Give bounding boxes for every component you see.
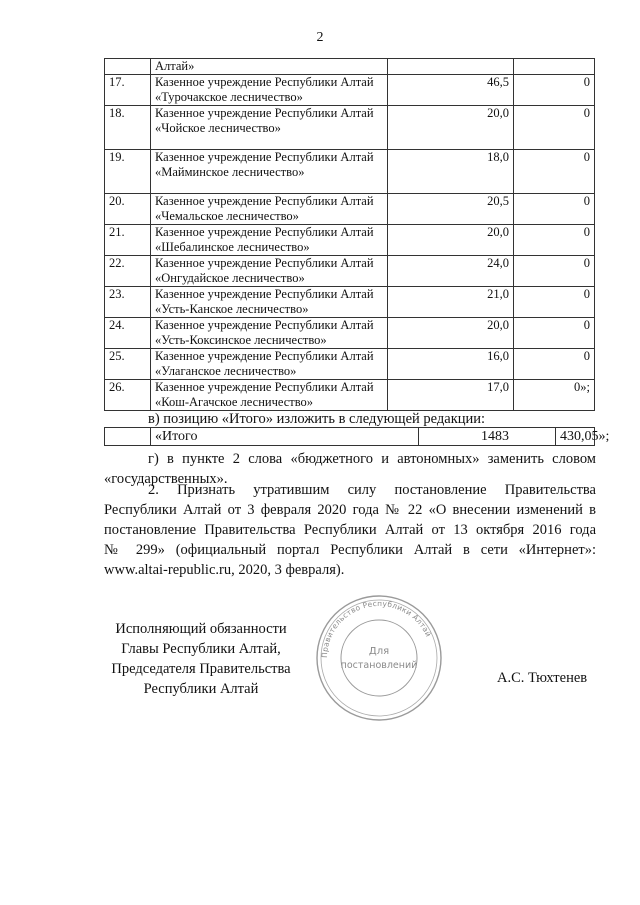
official-stamp bbox=[314, 593, 444, 723]
table-row bbox=[105, 225, 595, 256]
signer-title-line: Республики Алтай bbox=[143, 681, 259, 697]
row-name bbox=[151, 106, 388, 150]
item-2-line: Республики Алтай от 3 февраля 2020 года № 22 «О внесении изменений в bbox=[104, 502, 596, 518]
total-row bbox=[105, 428, 595, 446]
row-value-1: 16,0 bbox=[388, 349, 514, 380]
item-2-line: 2. Признать утратившим силу постановление Правительства bbox=[148, 482, 596, 498]
row-name bbox=[151, 256, 388, 287]
row-value-2: 0 bbox=[514, 75, 595, 106]
row-name bbox=[151, 75, 388, 106]
table-row bbox=[105, 380, 595, 411]
row-value-1: 24,0 bbox=[388, 256, 514, 287]
row-value-2: 0 bbox=[514, 150, 595, 194]
row-name bbox=[151, 225, 388, 256]
row-number: 23. bbox=[105, 287, 151, 318]
row-name bbox=[151, 150, 388, 194]
table-row bbox=[105, 106, 595, 150]
row-number: 24. bbox=[105, 318, 151, 349]
row-name-line-2: «Усть-Канское лесничество» bbox=[155, 302, 309, 316]
row-name-line-2: «Усть-Коксинское лесничество» bbox=[155, 333, 327, 347]
signer-title-line: Исполняющий обязанности bbox=[115, 621, 287, 637]
row-number: 20. bbox=[105, 194, 151, 225]
row-value-2: 0 bbox=[514, 256, 595, 287]
row-name-line-1: Казенное учреждение Республики Алтай bbox=[155, 256, 374, 270]
row-name-line-2: «Шебалинское лесничество» bbox=[155, 240, 310, 254]
row-value-1: 18,0 bbox=[388, 150, 514, 194]
stamp-inner-text-1: Для bbox=[368, 646, 390, 657]
row-name-line-2: «Майминское лесничество» bbox=[155, 165, 305, 179]
total-table bbox=[104, 427, 610, 446]
table-row bbox=[105, 287, 595, 318]
row-value-1 bbox=[388, 59, 514, 75]
row-number: 21. bbox=[105, 225, 151, 256]
row-value-2: 0 bbox=[514, 318, 595, 349]
row-value-2: 0 bbox=[514, 225, 595, 256]
total-number bbox=[105, 428, 151, 446]
row-name bbox=[151, 380, 388, 411]
row-name-line-1: Казенное учреждение Республики Алтай bbox=[155, 225, 374, 239]
stamp-inner-text-2: постановлений bbox=[340, 660, 418, 671]
row-name-line-1: Казенное учреждение Республики Алтай bbox=[155, 287, 374, 301]
signer-name: А.С. Тюхтенев bbox=[497, 670, 588, 686]
table-row bbox=[105, 150, 595, 194]
table-row bbox=[105, 194, 595, 225]
row-name bbox=[151, 287, 388, 318]
row-name-line-2: «Турочакское лесничество» bbox=[155, 90, 303, 104]
row-number bbox=[105, 59, 151, 75]
row-value-1: 20,0 bbox=[388, 225, 514, 256]
row-value-2 bbox=[514, 59, 595, 75]
item-2-paragraph bbox=[104, 480, 596, 580]
row-value-2: 0 bbox=[514, 106, 595, 150]
row-name-line-2: «Чойское лесничество» bbox=[155, 121, 281, 135]
allocation-table bbox=[104, 58, 595, 411]
signer-title-line: Председателя Правительства bbox=[111, 661, 291, 677]
row-number: 17. bbox=[105, 75, 151, 106]
signer-title bbox=[104, 619, 298, 699]
row-value-1: 17,0 bbox=[388, 380, 514, 411]
row-name-line-1: Казенное учреждение Республики Алтай bbox=[155, 349, 374, 363]
page-number: 2 bbox=[316, 30, 324, 45]
row-name bbox=[151, 194, 388, 225]
row-name-line-1: Казенное учреждение Республики Алтай bbox=[155, 150, 374, 164]
row-name-line-1: Казенное учреждение Республики Алтай bbox=[155, 106, 374, 120]
row-name bbox=[151, 349, 388, 380]
row-number: 18. bbox=[105, 106, 151, 150]
total-label: «Итого bbox=[151, 428, 419, 446]
row-value-2: 0 bbox=[514, 287, 595, 318]
row-value-1: 20,0 bbox=[388, 318, 514, 349]
row-name bbox=[151, 59, 388, 75]
row-name-line-2: «Онгудайское лесничество» bbox=[155, 271, 305, 285]
row-value-1: 46,5 bbox=[388, 75, 514, 106]
table-row bbox=[105, 256, 595, 287]
row-number: 19. bbox=[105, 150, 151, 194]
row-name-line-1: Казенное учреждение Республики Алтай bbox=[155, 75, 374, 89]
item-v-text: в) позицию «Итого» изложить в следующей редакции: bbox=[148, 411, 486, 427]
stamp-outer-text: Правительство Республики Алтай bbox=[319, 598, 434, 659]
row-value-1: 20,5 bbox=[388, 194, 514, 225]
row-number: 22. bbox=[105, 256, 151, 287]
item-2-line: www.altai-republic.ru, 2020, 3 февраля). bbox=[104, 562, 345, 578]
row-name-line-2: «Чемальское лесничество» bbox=[155, 209, 299, 223]
item-2-line: № 299» (официальный портал Республики Алтай в сети «Интернет»: bbox=[104, 542, 596, 558]
item-g-line: г) в пункте 2 слова «бюджетного и автономных» заменить словом bbox=[148, 451, 596, 467]
table-row bbox=[105, 318, 595, 349]
row-number: 26. bbox=[105, 380, 151, 411]
table-row-continuation bbox=[105, 59, 595, 75]
table-row bbox=[105, 349, 595, 380]
row-name bbox=[151, 318, 388, 349]
table-row bbox=[105, 75, 595, 106]
row-value-1: 21,0 bbox=[388, 287, 514, 318]
row-name-line-1: Казенное учреждение Республики Алтай bbox=[155, 194, 374, 208]
total-value-2: 430,05»; bbox=[556, 428, 595, 446]
item-g-line: «государственных». bbox=[104, 471, 228, 487]
row-name-line-1: Казенное учреждение Республики Алтай bbox=[155, 318, 374, 332]
row-value-2: 0 bbox=[514, 194, 595, 225]
row-name-line-2: «Улаганское лесничество» bbox=[155, 364, 297, 378]
row-name-line-1: Казенное учреждение Республики Алтай bbox=[155, 380, 374, 394]
row-name-line-2: Алтай» bbox=[155, 59, 195, 73]
row-value-2: 0»; bbox=[514, 380, 595, 411]
signer-title-line: Главы Республики Алтай, bbox=[121, 641, 281, 657]
row-number: 25. bbox=[105, 349, 151, 380]
row-value-2: 0 bbox=[514, 349, 595, 380]
item-2-line: постановление Правительства Республики Алтай от 13 октября 2016 года bbox=[104, 522, 596, 538]
total-value-1: 1483 bbox=[419, 428, 556, 446]
row-name-line-2: «Кош-Агачское лесничество» bbox=[155, 395, 314, 409]
row-value-1: 20,0 bbox=[388, 106, 514, 150]
